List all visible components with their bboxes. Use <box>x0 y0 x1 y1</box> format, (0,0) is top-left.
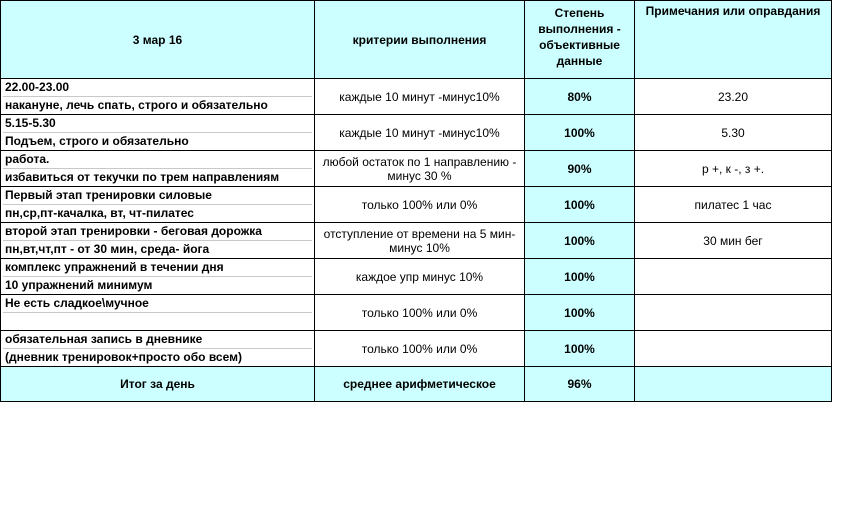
note-cell[interactable] <box>635 295 832 331</box>
task-line-2 <box>3 313 312 330</box>
percent-cell[interactable]: 100% <box>525 295 635 331</box>
task-cell[interactable] <box>1 187 315 223</box>
note-cell[interactable] <box>635 259 832 295</box>
header-degree-cell[interactable]: Степень выполнения - объективные данные <box>525 1 635 79</box>
task-line-1: 5.15-5.30 <box>3 115 312 133</box>
criteria-cell[interactable]: каждое упр минус 10% <box>315 259 525 295</box>
task-cell[interactable] <box>1 151 315 187</box>
task-line-2: избавиться от текучки по трем направлениям <box>5 170 280 184</box>
criteria-cell[interactable]: отступление от времени на 5 мин- минус 10% <box>315 223 525 259</box>
criteria-cell[interactable]: только 100% или 0% <box>315 295 525 331</box>
header-criteria-cell[interactable]: критерии выполнения <box>315 1 525 79</box>
note-cell[interactable] <box>635 331 832 367</box>
percent-cell[interactable]: 100% <box>525 115 635 151</box>
total-note-cell[interactable] <box>635 367 832 402</box>
task-line-1: второй этап тренировки - беговая дорожка <box>3 223 312 241</box>
total-row <box>1 367 832 402</box>
task-line-1: Не есть сладкое\мучное <box>3 295 312 313</box>
criteria-cell[interactable]: любой остаток по 1 направлению - минус 30 % <box>315 151 525 187</box>
criteria-cell[interactable]: каждые 10 минут -минус10% <box>315 115 525 151</box>
task-cell[interactable] <box>1 259 315 295</box>
table-row <box>1 223 832 259</box>
task-cell[interactable] <box>1 223 315 259</box>
table-row <box>1 295 832 331</box>
table-row <box>1 259 832 295</box>
note-cell[interactable]: р +, к -, з +. <box>635 151 832 187</box>
task-line-2: накануне, лечь спать, строго и обязательно <box>5 98 268 112</box>
task-line-2: Подъем, строго и обязательно <box>5 134 189 148</box>
table-row <box>1 151 832 187</box>
task-cell[interactable] <box>1 331 315 367</box>
percent-cell[interactable]: 80% <box>525 79 635 115</box>
criteria-cell[interactable]: только 100% или 0% <box>315 331 525 367</box>
percent-cell[interactable]: 100% <box>525 187 635 223</box>
header-row <box>1 1 832 79</box>
task-line-1: обязательная запись в дневнике <box>3 331 312 349</box>
note-cell[interactable]: 23.20 <box>635 79 832 115</box>
table-row <box>1 115 832 151</box>
total-label-cell[interactable]: Итог за день <box>1 367 315 402</box>
task-line-1: комплекс упражнений в течении дня <box>3 259 312 277</box>
task-line-2: пн,ср,пт-качалка, вт, чт-пилатес <box>5 206 194 220</box>
criteria-cell[interactable]: только 100% или 0% <box>315 187 525 223</box>
header-date-cell[interactable]: 3 мар 16 <box>1 1 315 79</box>
task-cell[interactable] <box>1 295 315 331</box>
task-line-2: пн,вт,чт,пт - от 30 мин, среда- йога <box>5 242 210 256</box>
percent-cell[interactable]: 100% <box>525 223 635 259</box>
total-percent-cell[interactable]: 96% <box>525 367 635 402</box>
header-notes-cell[interactable]: Примечания или оправдания <box>635 1 832 79</box>
percent-cell[interactable]: 90% <box>525 151 635 187</box>
note-cell[interactable]: 5.30 <box>635 115 832 151</box>
task-line-2: 10 упражнений минимум <box>5 278 153 292</box>
task-line-1: Первый этап тренировки силовые <box>3 187 312 205</box>
task-line-2: (дневник тренировок+просто обо всем) <box>5 350 242 364</box>
table-row <box>1 187 832 223</box>
note-cell[interactable]: пилатес 1 час <box>635 187 832 223</box>
task-line-1: работа. <box>3 151 312 169</box>
task-cell[interactable] <box>1 115 315 151</box>
table-row <box>1 331 832 367</box>
total-criteria-cell[interactable]: среднее арифметическое <box>315 367 525 402</box>
percent-cell[interactable]: 100% <box>525 259 635 295</box>
table-row <box>1 79 832 115</box>
task-line-1: 22.00-23.00 <box>3 79 312 97</box>
percent-cell[interactable]: 100% <box>525 331 635 367</box>
task-cell[interactable] <box>1 79 315 115</box>
note-cell[interactable]: 30 мин бег <box>635 223 832 259</box>
criteria-cell[interactable]: каждые 10 минут -минус10% <box>315 79 525 115</box>
